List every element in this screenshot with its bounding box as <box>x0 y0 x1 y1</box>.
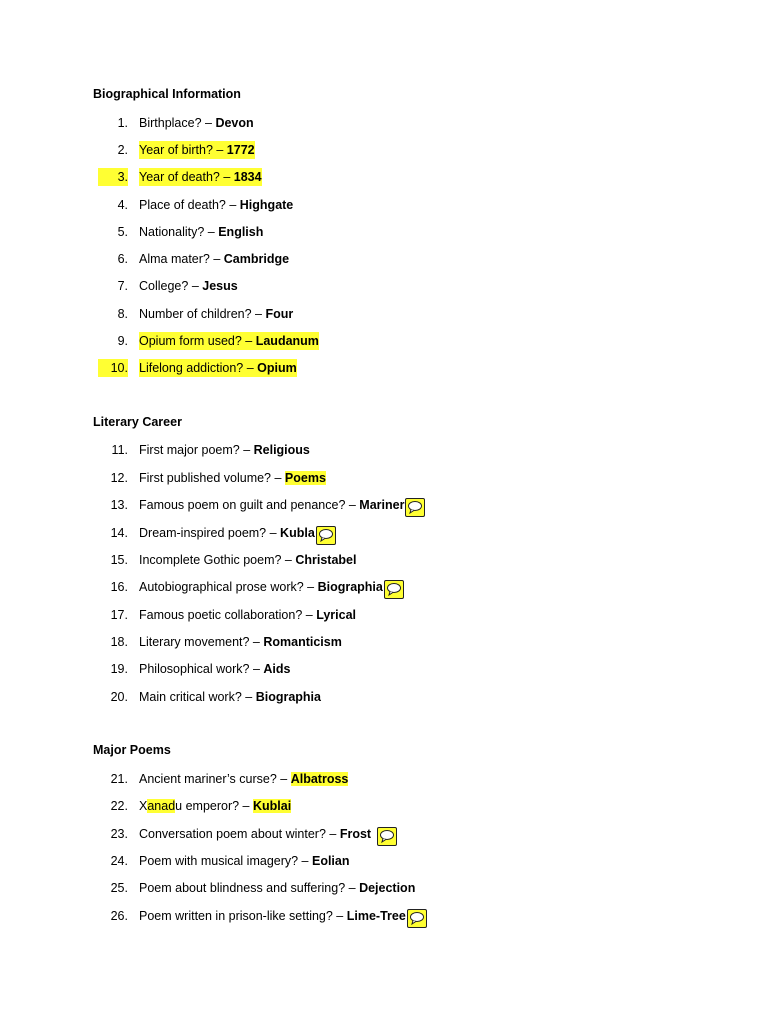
item-number: 2. <box>117 143 128 157</box>
item-number: 16. <box>110 580 128 594</box>
question-part: X <box>139 799 148 813</box>
item-text <box>139 825 397 844</box>
answer: English <box>218 225 264 239</box>
item-number: 22. <box>110 799 128 813</box>
item-text <box>139 797 291 815</box>
item-number: 7. <box>117 279 128 293</box>
question: Incomplete Gothic poem? – <box>139 553 296 567</box>
item-number: 21. <box>110 772 128 786</box>
item-number: 25. <box>110 881 128 895</box>
comment-icon[interactable] <box>384 580 404 599</box>
item-text <box>139 907 427 926</box>
question: Philosophical work? – <box>139 662 264 676</box>
question: Year of death? – <box>139 170 234 184</box>
answer: Kublai <box>252 799 292 813</box>
answer: Laudanum <box>255 334 319 348</box>
answer: 1772 <box>226 143 255 157</box>
answer: 1834 <box>233 170 262 184</box>
item-text-highlighted <box>139 332 319 350</box>
answer: Lime-Tree <box>346 909 406 923</box>
question: Poem with musical imagery? – <box>139 854 312 868</box>
answer: Romanticism <box>263 635 342 649</box>
question: Conversation poem about winter? – <box>139 827 340 841</box>
question: First major poem? – <box>139 443 254 457</box>
question: First published volume? – <box>139 471 285 485</box>
answer: Cambridge <box>223 252 290 266</box>
item-text <box>139 496 425 515</box>
item-number: 14. <box>110 526 128 540</box>
question: College? – <box>139 279 203 293</box>
item-text <box>139 879 415 897</box>
item-text-highlighted <box>139 168 262 186</box>
item-text <box>139 196 293 214</box>
item-text <box>139 578 404 597</box>
question: Place of death? – <box>139 198 240 212</box>
item-text <box>139 114 254 132</box>
question-part: u emperor? – <box>175 799 253 813</box>
question: Lifelong addiction? – <box>139 361 258 375</box>
answer: Poems <box>284 471 326 485</box>
item-number: 17. <box>110 608 128 622</box>
answer: Devon <box>215 116 254 130</box>
answer: Christabel <box>295 553 357 567</box>
item-number: 4. <box>117 198 128 212</box>
item-number: 9. <box>117 334 128 348</box>
item-number: 11. <box>111 443 128 457</box>
item-number: 1. <box>117 116 128 130</box>
question: Famous poem on guilt and penance? – <box>139 498 360 512</box>
answer: Kubla <box>280 526 315 540</box>
item-text <box>139 688 321 706</box>
question: Opium form used? – <box>139 334 256 348</box>
item-number: 20. <box>110 690 128 704</box>
item-text-highlighted <box>139 359 297 377</box>
question: Famous poetic collaboration? – <box>139 608 317 622</box>
comment-icon[interactable] <box>405 498 425 517</box>
question-part-highlighted: anad <box>147 799 176 813</box>
item-number: 13. <box>110 498 128 512</box>
item-text <box>139 852 350 870</box>
answer: Mariner <box>359 498 405 512</box>
question: Birthplace? – <box>139 116 216 130</box>
item-number: 18. <box>110 635 128 649</box>
answer: Biographia <box>255 690 321 704</box>
item-text <box>139 524 336 543</box>
section-title-biographical: Biographical Information <box>93 87 241 101</box>
answer: Opium <box>257 361 297 375</box>
item-number: 10. <box>98 359 128 377</box>
question: Autobiographical prose work? – <box>139 580 318 594</box>
comment-icon[interactable] <box>316 526 336 545</box>
item-number: 24. <box>110 854 128 868</box>
question: Dream-inspired poem? – <box>139 526 281 540</box>
answer: Aids <box>263 662 291 676</box>
item-text <box>139 606 356 624</box>
question: Number of children? – <box>139 307 266 321</box>
answer: Eolian <box>311 854 350 868</box>
question: Main critical work? – <box>139 690 256 704</box>
item-text <box>139 469 326 487</box>
answer: Jesus <box>202 279 238 293</box>
item-number: 26. <box>110 909 128 923</box>
item-number: 5. <box>117 225 128 239</box>
question: Nationality? – <box>139 225 219 239</box>
comment-icon[interactable] <box>377 827 397 846</box>
item-text <box>139 277 238 295</box>
item-text <box>139 250 289 268</box>
item-number: 3. <box>98 168 128 186</box>
question: Ancient mariner’s curse? – <box>139 772 291 786</box>
item-number: 6. <box>117 252 128 266</box>
item-number: 23. <box>110 827 128 841</box>
question: Alma mater? – <box>139 252 224 266</box>
answer: Dejection <box>359 881 416 895</box>
question: Year of birth? – <box>139 143 227 157</box>
comment-icon[interactable] <box>407 909 427 928</box>
item-text <box>139 633 342 651</box>
question: Literary movement? – <box>139 635 264 649</box>
item-number: 15. <box>110 553 128 567</box>
answer: Four <box>265 307 294 321</box>
section-title-literary-career: Literary Career <box>93 415 182 429</box>
item-number: 12. <box>110 471 128 485</box>
item-text <box>139 305 293 323</box>
item-text <box>139 441 310 459</box>
item-number: 19. <box>110 662 128 676</box>
item-number: 8. <box>117 307 128 321</box>
question: Poem about blindness and suffering? – <box>139 881 360 895</box>
item-text <box>139 660 290 678</box>
answer: Biographia <box>317 580 383 594</box>
item-text <box>139 223 263 241</box>
item-text <box>139 551 356 569</box>
answer: Lyrical <box>316 608 357 622</box>
answer: Highgate <box>239 198 294 212</box>
item-text <box>139 770 348 788</box>
answer: Frost <box>339 827 372 841</box>
answer: Albatross <box>290 772 349 786</box>
item-text-highlighted <box>139 141 255 159</box>
question: Poem written in prison-like setting? – <box>139 909 347 923</box>
answer: Religious <box>253 443 310 457</box>
section-title-major-poems: Major Poems <box>93 743 171 757</box>
